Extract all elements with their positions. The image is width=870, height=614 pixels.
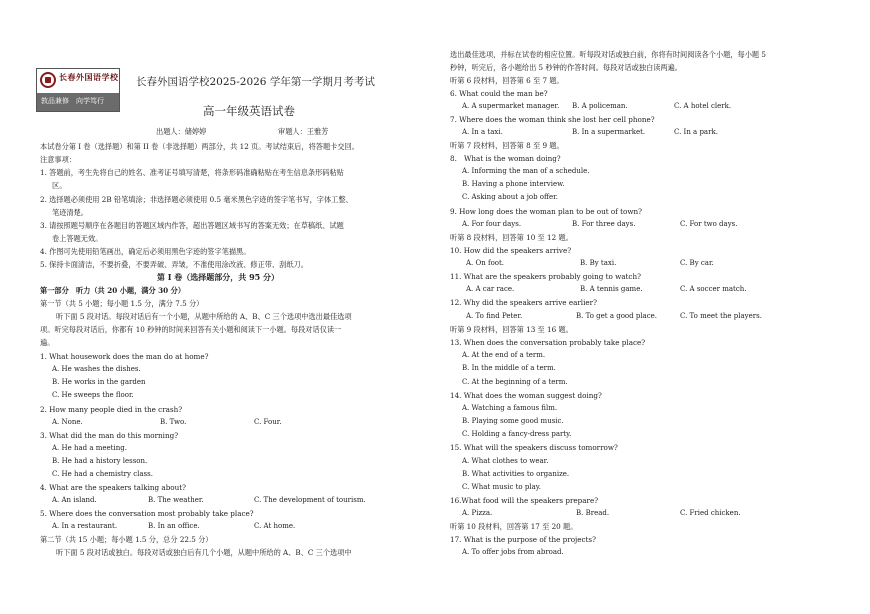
option: A. A supermarket manager. — [462, 102, 560, 110]
question-8: 8. What is the woman doing? — [450, 154, 561, 163]
option: B. He had a history lesson. — [52, 457, 148, 465]
question-4: 4. What are the speakers talking about? — [40, 483, 187, 492]
option: A. He washes the dishes. — [52, 365, 141, 373]
option: B. A policeman. — [572, 102, 628, 110]
question-5: 5. Where does the conversation most probably take place? — [40, 509, 254, 518]
instructions-heading: 注意事项： — [40, 155, 76, 164]
listening-heading: 第一部分 听力（共 20 小题，满分 30 分） — [40, 286, 186, 295]
option: A. He had a meeting. — [52, 444, 127, 452]
option: C. He sweeps the floor. — [52, 391, 134, 399]
option: A. Pizza. — [462, 509, 493, 517]
option: A. On foot. — [466, 259, 505, 267]
option: B. What activities to organize. — [462, 470, 570, 478]
material-9: 听第 9 段材料，回答第 13 至 16 题。 — [450, 325, 573, 334]
school-emblem-icon — [40, 72, 56, 88]
option: C. In a park. — [674, 128, 718, 136]
instruction-line: 5. 保持卡面清洁，不要折叠，不要弄破、弄皱，不准使用涂改液、修正带、刮纸刀。 — [40, 260, 308, 269]
question-11: 11. What are the speakers probably going to watch? — [450, 272, 641, 281]
question-2: 2. How many people died in the crash? — [40, 405, 183, 414]
section2-instruction-cont: 选出最佳选项，并标在试卷的相应位置。听每段对话或独白前，你将有时间阅读各个小题，每小题 5 — [450, 50, 766, 59]
option: B. The weather. — [148, 496, 204, 504]
question-9: 9. How long does the woman plan to be out of town? — [450, 207, 643, 216]
question-1: 1. What housework does the man do at home? — [40, 352, 209, 361]
section1-instruction: 遍。 — [40, 338, 55, 347]
option: C. Asking about a job offer. — [462, 193, 558, 201]
option: C. A hotel clerk. — [674, 102, 732, 110]
instruction-line: 区。 — [52, 181, 67, 190]
section2-heading: 第二节（共 15 小题；每小题 1.5 分，总分 22.5 分） — [40, 535, 213, 544]
option: C. Four. — [254, 418, 282, 426]
option: B. By taxi. — [580, 259, 617, 267]
material-6: 听第 6 段材料，回答第 6 至 7 题。 — [450, 76, 564, 85]
section2-instruction-cont: 秒钟，听完后，各小题给出 5 秒钟的作答时间。每段对话或独白读两遍。 — [450, 63, 682, 72]
question-12: 12. Why did the speakers arrive earlier? — [450, 298, 597, 307]
section2-instruction: 听下面 5 段对话或独白。每段对话或独白后有几个小题，从题中所给的 A、B、C 三个选项中 — [56, 548, 352, 557]
part1-heading: 第 I 卷（选择题部分，共 95 分） — [157, 272, 280, 282]
setter: 出题人：储婷婷 — [156, 127, 207, 136]
option: C. For two days. — [680, 220, 738, 228]
question-14: 14. What does the woman suggest doing? — [450, 391, 602, 400]
option: B. For three days. — [572, 220, 636, 228]
option: C. By car. — [680, 259, 714, 267]
option: B. Having a phone interview. — [462, 180, 565, 188]
exam-title: 长春外国语学校2025-2026 学年第一学期月考考试 — [136, 76, 375, 88]
question-13: 13. When does the conversation probably take place? — [450, 338, 646, 347]
option: C. At home. — [254, 522, 296, 530]
reviewer: 审题人：王雅芳 — [278, 127, 329, 136]
instruction-line: 3. 请按照题号顺序在各题目的答题区域内作答，超出答题区域书写的答案无效；在草稿纸、试题 — [40, 221, 344, 230]
option: A. In a taxi. — [462, 128, 503, 136]
instruction-line: 1. 答题前，考生先将自己的姓名、准考证号填写清楚，将条形码准确粘贴在考生信息条形码粘贴 — [40, 168, 344, 177]
option: A. In a restaurant. — [52, 522, 118, 530]
option: C. The development of tourism. — [254, 496, 366, 504]
option: A. A car race. — [466, 285, 515, 293]
instructions-intro: 本试卷分第 I 卷（选择题）和第 II 卷（非选择题）两部分，共 12 页。考试结束后，将答题卡交回。 — [40, 142, 359, 151]
material-10: 听第 10 段材料，回答第 17 至 20 题。 — [450, 522, 578, 531]
option: B. In a supermarket. — [572, 128, 646, 136]
option: A. Informing the man of a schedule. — [462, 167, 590, 175]
option: B. To get a good place. — [576, 312, 658, 320]
option: A. An island. — [52, 496, 97, 504]
section1-instruction: 项。听完每段对话后，你都有 10 秒钟的时间来回答有关小题和阅读下一小题。每段对话仅读一 — [40, 325, 342, 334]
instruction-line: 笔迹清楚。 — [52, 208, 88, 217]
option: C. He had a chemistry class. — [52, 470, 153, 478]
section1-heading: 第一节（共 5 小题；每小题 1.5 分，满分 7.5 分） — [40, 299, 204, 308]
option: B. A tennis game. — [580, 285, 643, 293]
option: C. Holding a fancy-dress party. — [462, 430, 572, 438]
option: B. Bread. — [576, 509, 610, 517]
question-10: 10. How did the speakers arrive? — [450, 246, 572, 255]
instruction-line: 2. 选择题必须使用 2B 铅笔填涂；非选择题必须使用 0.5 毫米黑色字迹的签字笔书写，字体工整、 — [40, 195, 353, 204]
section1-instruction: 听下面 5 段对话。每段对话后有一个小题，从题中所给的 A、B、C 三个选项中选出最佳选项 — [56, 312, 352, 321]
question-17: 17. What is the purpose of the projects? — [450, 535, 596, 544]
option: B. Two. — [160, 418, 187, 426]
question-3: 3. What did the man do this morning? — [40, 431, 179, 440]
logo-school-name: 长春外国语学校 — [59, 72, 119, 82]
option: A. What clothes to wear. — [462, 457, 549, 465]
school-logo — [36, 68, 120, 112]
instruction-line: 卷上答题无效。 — [52, 234, 103, 243]
option: B. In the middle of a term. — [462, 364, 556, 372]
option: B. In an office. — [148, 522, 200, 530]
option: C. Fried chicken. — [680, 509, 741, 517]
material-7: 听第 7 段材料，回答第 8 至 9 题。 — [450, 141, 564, 150]
option: A. At the end of a term. — [462, 351, 546, 359]
option: A. To find Peter. — [466, 312, 523, 320]
option: C. What music to play. — [462, 483, 541, 491]
logo-top — [37, 69, 119, 93]
exam-subtitle: 高一年级英语试卷 — [203, 104, 295, 118]
option: A. Watching a famous film. — [462, 404, 558, 412]
option: A. To offer jobs from abroad. — [462, 548, 564, 556]
question-7: 7. Where does the woman think she lost her cell phone? — [450, 115, 655, 124]
option: C. A soccer match. — [680, 285, 747, 293]
option: B. He works in the garden — [52, 378, 146, 386]
option: B. Playing some good music. — [462, 417, 564, 425]
option: C. To meet the players. — [680, 312, 762, 320]
logo-motto: 敦品兼修 向学笃行 — [41, 97, 104, 105]
question-16: 16.What food will the speakers prepare? — [450, 496, 599, 505]
option: A. None. — [52, 418, 83, 426]
option: A. For four days. — [462, 220, 522, 228]
question-6: 6. What could the man be? — [450, 89, 548, 98]
option: C. At the beginning of a term. — [462, 378, 568, 386]
question-15: 15. What will the speakers discuss tomorrow? — [450, 443, 618, 452]
logo-motto-band — [37, 93, 119, 111]
instruction-line: 4. 作图可先使用铅笔画出，确定后必须用黑色字迹的签字笔描黑。 — [40, 247, 251, 256]
material-8: 听第 8 段材料，回答第 10 至 12 题。 — [450, 233, 573, 242]
